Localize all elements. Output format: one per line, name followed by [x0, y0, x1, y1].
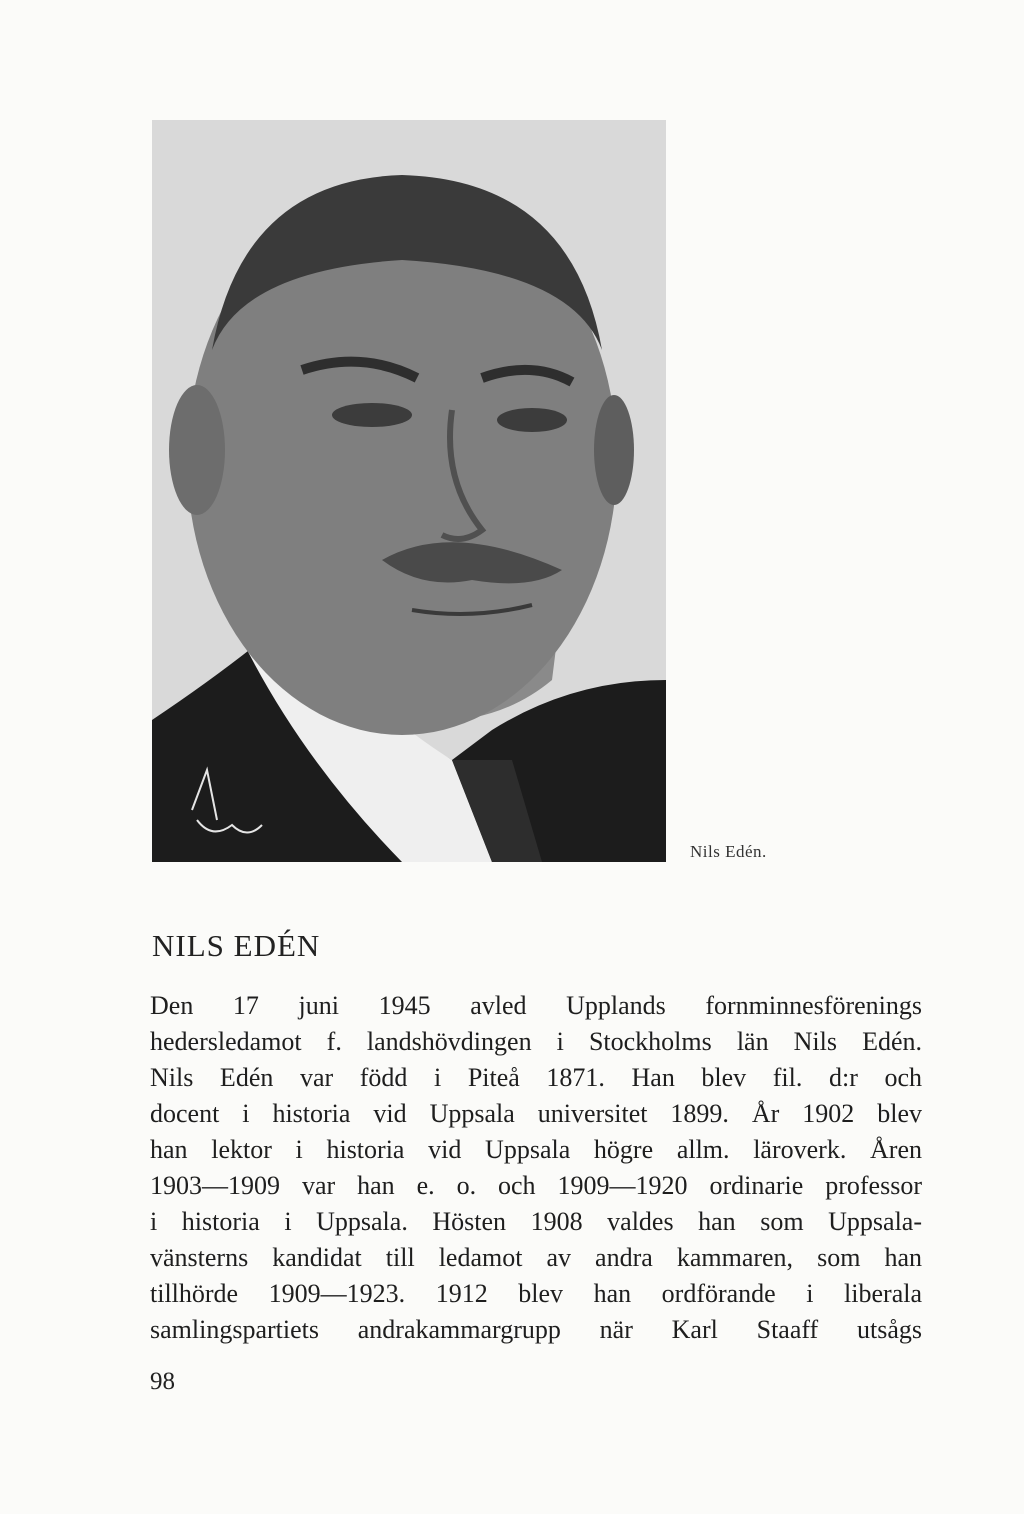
body-line: vänsterns kandidat till ledamot av andra kammaren, som han	[150, 1243, 922, 1272]
body-line: 1903—1909 var han e. o. och 1909—1920 ordinarie professor	[150, 1171, 922, 1200]
page-number: 98	[150, 1368, 175, 1395]
article-body	[150, 988, 922, 1348]
article-title: NILS EDÉN	[152, 928, 321, 963]
portrait-icon	[152, 120, 666, 862]
body-line: samlingspartiets andrakammargrupp när Karl Staaff utsågs	[150, 1315, 922, 1344]
body-line: i historia i Uppsala. Hösten 1908 valdes han som Uppsala-	[150, 1207, 922, 1236]
body-line: han lektor i historia vid Uppsala högre allm. läroverk. Åren	[150, 1135, 922, 1164]
portrait-photo	[152, 120, 666, 862]
body-line: docent i historia vid Uppsala universitet 1899. År 1902 blev	[150, 1099, 922, 1128]
figure-caption: Nils Edén.	[690, 842, 767, 861]
body-line: Den 17 juni 1945 avled Upplands fornminnesförenings	[150, 991, 922, 1020]
body-line: hedersledamot f. landshövdingen i Stockholms län Nils Edén.	[150, 1027, 922, 1056]
body-line: Nils Edén var född i Piteå 1871. Han blev fil. d:r och	[150, 1063, 922, 1092]
body-line: tillhörde 1909—1923. 1912 blev han ordförande i liberala	[150, 1279, 922, 1308]
